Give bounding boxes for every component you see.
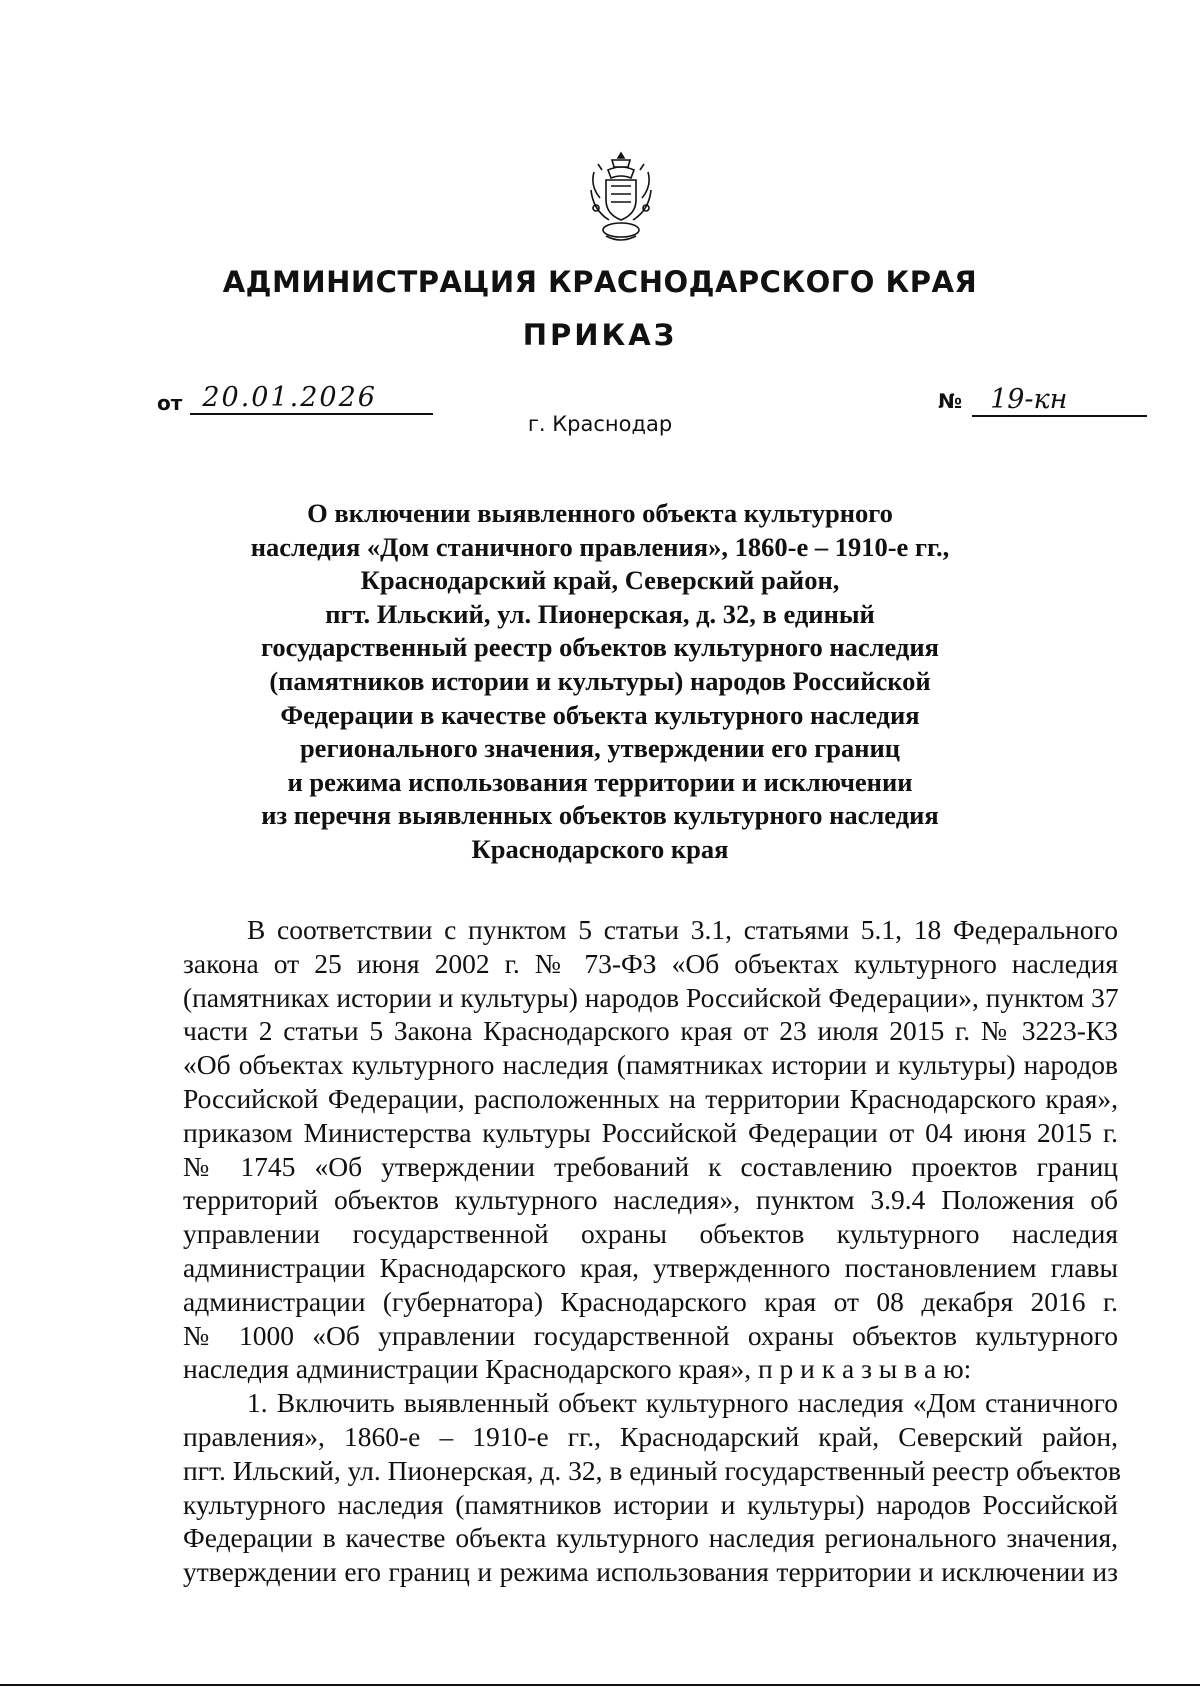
body-line: № 1745 «Об утверждении требований к составлению проектов границ [183, 1150, 1118, 1182]
title-line: из перечня выявленных объектов культурного наследия [261, 800, 939, 831]
body-line: управлении государственной охраны объектов культурного наследия [183, 1218, 1118, 1250]
body-line: администрации Краснодарского края, утвержденного постановлением главы [183, 1251, 1118, 1283]
title-line: (памятников истории и культуры) народов Российской [269, 665, 931, 696]
page-bottom-rule [0, 1684, 1200, 1686]
body-line: администрации (губернатора) Краснодарского края от 08 декабря 2016 г. [183, 1285, 1118, 1317]
body-line: правления», 1860-е – 1910-е гг., Краснодарский край, Северский район, [183, 1420, 1118, 1452]
title-line: пгт. Ильский, ул. Пионерская, д. 32, в единый [325, 598, 875, 629]
date-value: 20.01.2026 [190, 382, 433, 415]
body-line: части 2 статьи 5 Закона Краснодарского края от 23 июля 2015 г. № 3223-КЗ [183, 1015, 1118, 1047]
body-line: В соответствии с пунктом 5 статьи 3.1, статьями 5.1, 18 Федерального [247, 914, 1118, 945]
number-prefix: № [938, 389, 963, 413]
body-line: пгт. Ильский, ул. Пионерская, д. 32, в единый государственный реестр объектов [183, 1454, 1122, 1486]
body-line: Федерации в качестве объекта культурного наследия регионального значения, [183, 1522, 1118, 1554]
title-line: наследия «Дом станичного правления», 1860-е – 1910-е гг., [250, 531, 950, 562]
organization-name: АДМИНИСТРАЦИЯ КРАСНОДАРСКОГО КРАЯ [222, 265, 978, 299]
body-line: «Об объектах культурного наследия (памятниках истории и культуры) народов [183, 1049, 1118, 1081]
body-line: закона от 25 июня 2002 г. № 73-ФЗ «Об объектах культурного наследия [183, 947, 1118, 979]
document-title [180, 497, 1020, 867]
number-value: 19-кн [972, 384, 1147, 417]
document-type: ПРИКАЗ [522, 318, 678, 352]
date-prefix: от [157, 391, 183, 415]
body-line: наследия администрации Краснодарского края», п р и к а з ы в а ю: [183, 1353, 972, 1385]
title-line: Федерации в качестве объекта культурного наследия [280, 699, 920, 730]
body-line: (памятниках истории и культуры) народов Российской Федерации», пунктом 37 [183, 981, 1119, 1013]
title-line: государственный реестр объектов культурного наследия [261, 632, 939, 663]
body-line: Российской Федерации, расположенных на территории Краснодарского края», [183, 1082, 1118, 1114]
title-line: Краснодарского края [471, 833, 729, 864]
body-line: утверждении его границ и режима использования территории и исключении из [183, 1556, 1118, 1588]
city: г. Краснодар [527, 412, 673, 436]
body-line: культурного наследия (памятников истории и культуры) народов Российской [183, 1488, 1118, 1520]
body-line: 1. Включить выявленный объект культурного наследия «Дом станичного [247, 1387, 1118, 1419]
title-line: Краснодарский край, Северский район, [360, 565, 840, 596]
title-line: и режима использования территории и исключении [287, 766, 913, 797]
body-line: территорий объектов культурного наследия», пунктом 3.9.4 Положения об [183, 1184, 1118, 1216]
coat-of-arms-icon [586, 150, 656, 245]
title-line: О включении выявленного объекта культурного [307, 498, 893, 528]
body-line: № 1000 «Об управлении государственной охраны объектов культурного [183, 1319, 1118, 1351]
body-line: приказом Министерства культуры Российской Федерации от 04 июня 2015 г. [183, 1116, 1118, 1148]
title-line: регионального значения, утверждении его границ [299, 733, 901, 764]
document-body [183, 913, 1122, 1589]
